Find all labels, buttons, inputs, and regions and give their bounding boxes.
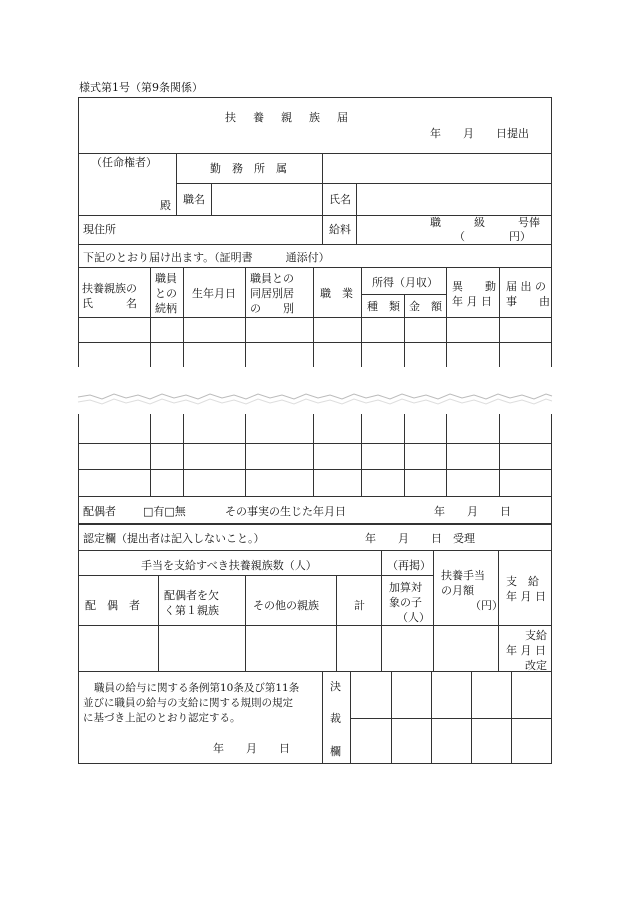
repost-label: （再掲） (387, 559, 431, 572)
divider (78, 550, 552, 551)
col-monthly: （円） (470, 599, 503, 612)
cert-label: 認定欄（提出者は記入しないこと。） (83, 532, 265, 545)
address-value[interactable] (140, 216, 321, 243)
divider (78, 244, 552, 245)
divider (433, 550, 434, 672)
col-add-child: 加算対 (389, 581, 422, 594)
divider (404, 414, 405, 497)
col-spouse: 配 偶 者 (85, 599, 140, 612)
address-label: 現住所 (83, 223, 116, 236)
divider (150, 414, 151, 497)
col-no-spouse: 配偶者を欠 (164, 589, 219, 602)
grade-label: 職 級 号俸 (430, 216, 540, 229)
col-pay: 年 月 日 (506, 590, 546, 603)
divider (404, 294, 405, 367)
spouse-checkbox[interactable]: □有□無 (143, 505, 186, 518)
divider (176, 153, 177, 215)
col-income: 所得（月収） (372, 276, 438, 289)
name-label: 氏名 (329, 193, 351, 206)
divider (381, 550, 382, 672)
col-no-spouse: く第１親族 (164, 604, 219, 617)
divider (446, 414, 447, 497)
decision-label: 欄 (330, 745, 341, 758)
divider (499, 414, 500, 497)
form-title: 扶 養 親 族 届 (225, 111, 351, 124)
divider (183, 414, 184, 497)
col-other-rel: その他の親族 (253, 599, 319, 612)
pay-date-label: 改定 (525, 659, 547, 672)
form-number: 様式第1号（第9条関係） (79, 81, 203, 94)
allowance-header: 手当を支給すべき扶養親族数（人） (141, 559, 317, 572)
col-cohab: 同居別居 (250, 287, 294, 300)
divider (313, 414, 314, 497)
fact-date-label: その事実の生じた年月日 (225, 505, 346, 518)
divider (245, 414, 246, 497)
decision-label: 決 (330, 680, 341, 693)
appointer-label: （任命権者） (91, 156, 157, 169)
divider (336, 575, 337, 672)
workplace-value[interactable] (323, 154, 551, 182)
col-income-type: 種 類 (367, 300, 400, 313)
workplace-label: 勤 務 所 属 (210, 162, 287, 175)
col-relation: との (155, 287, 177, 300)
divider (245, 575, 246, 672)
col-relation: 続柄 (155, 302, 177, 315)
pay-date-label: 支給 (525, 629, 547, 642)
col-add-child: （人） (397, 611, 430, 624)
col-total: 計 (354, 599, 365, 612)
submit-date: 年 月 日提出 (430, 127, 529, 140)
divider (350, 718, 552, 719)
col-change: 異 動 (452, 280, 496, 293)
salary-label: 給料 (329, 223, 351, 236)
col-relation: 職員 (155, 272, 177, 285)
divider (78, 575, 433, 576)
page-break-gap (0, 367, 630, 414)
name-value[interactable] (357, 184, 551, 214)
dono-label: 殿 (160, 199, 171, 212)
cert-date: 年 月 日 受理 (365, 532, 475, 545)
divider (78, 625, 552, 626)
col-cohab: の 別 (250, 302, 294, 315)
col-cohab: 職員との (250, 272, 294, 285)
legal-text: 職員の給与に関する条例第10条及び第11条 (94, 682, 300, 694)
col-monthly: 扶養手当 (441, 569, 485, 582)
pay-date-label: 年 月 日 (506, 644, 546, 657)
divider (158, 575, 159, 672)
col-income-amount: 金 額 (409, 300, 442, 313)
col-job: 職 業 (320, 287, 353, 300)
legal-text: に基づき上記のとおり認定する。 (83, 712, 241, 724)
col-dep-name: 氏 名 (82, 297, 137, 310)
col-pay: 支 給 (506, 575, 539, 588)
divider (361, 294, 446, 295)
position-value[interactable] (212, 184, 321, 214)
fact-date: 年 月 日 (434, 505, 511, 518)
legal-date: 年 月 日 (213, 742, 290, 755)
col-reason: 届 出 の (506, 280, 546, 293)
col-reason: 事 由 (506, 295, 550, 308)
yen-label: （ 円） (454, 230, 531, 243)
decision-label: 裁 (330, 712, 341, 725)
divider (322, 671, 323, 764)
col-dep-name: 扶養親族の (82, 282, 137, 295)
spouse-label: 配偶者 (83, 505, 116, 518)
divider (361, 414, 362, 497)
col-change: 年 月 日 (452, 295, 492, 308)
col-add-child: 象の子 (389, 596, 422, 609)
legal-text: 並びに職員の給与の支給に関する規則の規定 (83, 697, 293, 709)
divider (78, 317, 552, 318)
col-birth: 生年月日 (192, 287, 236, 300)
position-label: 職名 (183, 193, 205, 206)
notice-text: 下記のとおり届け出ます。（証明書 通添付） (83, 251, 330, 264)
divider (78, 342, 552, 343)
col-monthly: の月額 (441, 584, 474, 597)
